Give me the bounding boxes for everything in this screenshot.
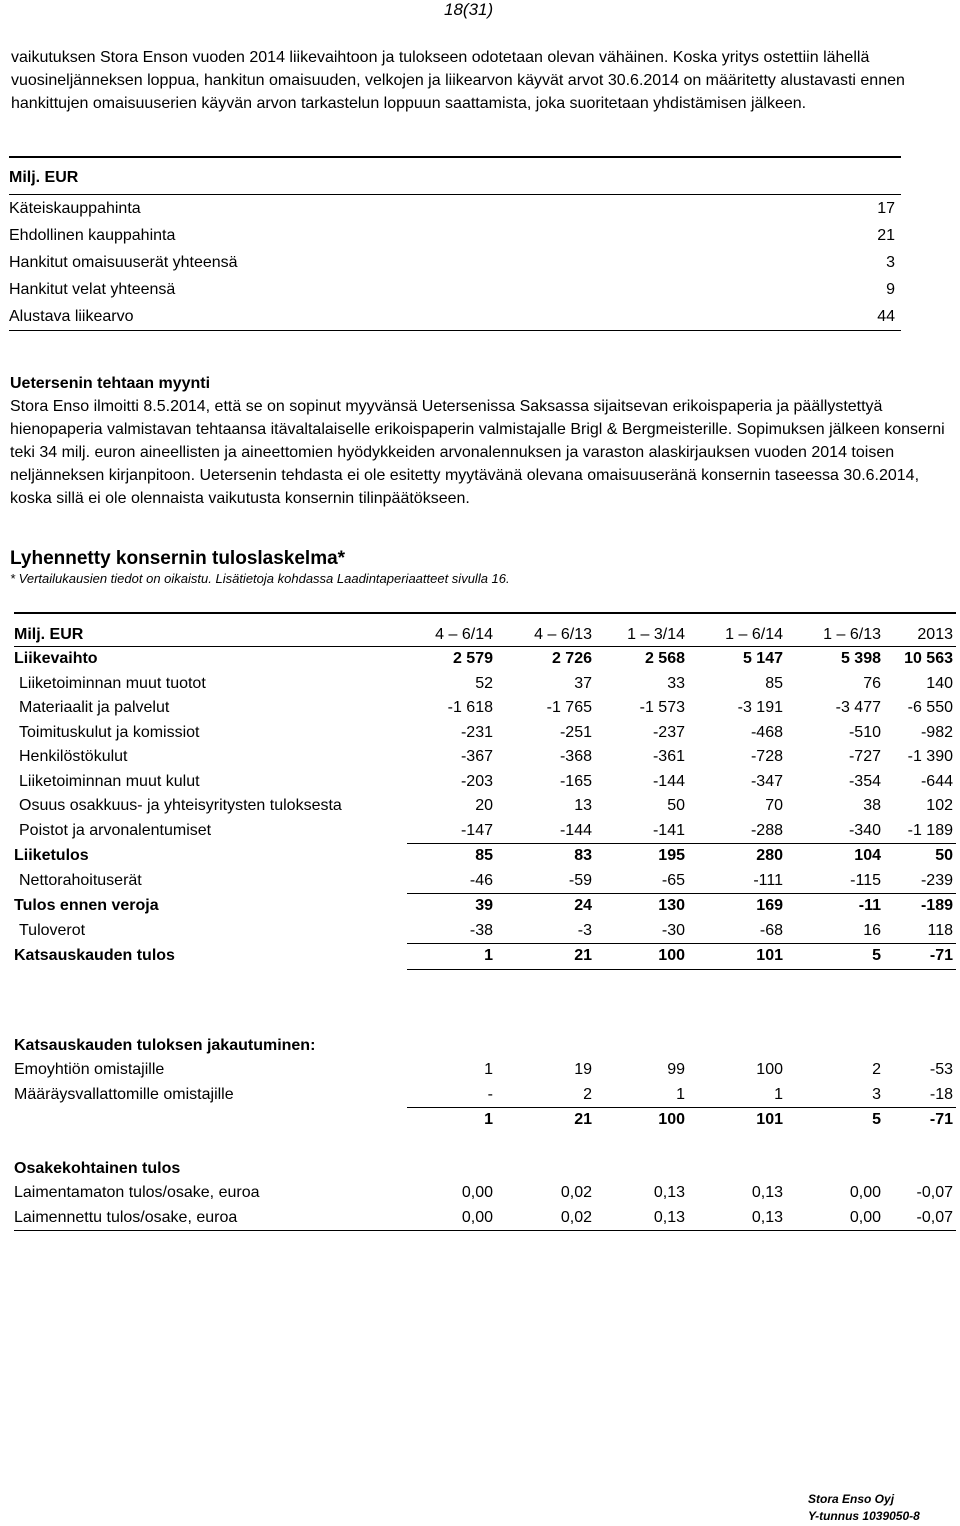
statement-note: * Vertailukausien tiedot on oikaistu. Lisätietoja kohdassa Laadintaperiaatteet sivulla 16. xyxy=(10,571,510,586)
row-label: Liikevaihto xyxy=(14,650,98,668)
row-value: 20 xyxy=(475,797,493,815)
row-value xyxy=(884,1133,956,1157)
row-value: -3 477 xyxy=(835,699,881,717)
row-value: 50 xyxy=(935,847,953,865)
row-value: -3 191 xyxy=(737,699,783,717)
row-label: Laimennettu tulos/osake, euroa xyxy=(14,1206,407,1231)
row-value: -368 xyxy=(559,748,592,766)
spacer-row xyxy=(14,969,956,1034)
row-value: -1 573 xyxy=(639,699,685,717)
row-value xyxy=(884,969,956,1034)
row-value: -68 xyxy=(688,919,786,944)
table-row xyxy=(14,672,956,697)
row-label: Materiaalit ja palvelut xyxy=(19,699,170,717)
row-value: 0,13 xyxy=(595,1206,688,1231)
acquisition-header-row xyxy=(9,157,901,195)
row-label: Henkilöstökulut xyxy=(19,748,128,766)
row-value: 0,00 xyxy=(849,1184,881,1202)
sale-section xyxy=(10,372,950,510)
row-value: -203 xyxy=(460,772,493,790)
row-value: -46 xyxy=(407,869,496,894)
spacer-row xyxy=(14,1133,956,1157)
row-value: 169 xyxy=(756,897,783,915)
row-value: 52 xyxy=(475,674,493,692)
row-value: -1 390 xyxy=(907,748,953,766)
row-label: Liiketoiminnan muut kulut xyxy=(19,772,200,790)
table-row xyxy=(14,1083,956,1108)
row-value: 38 xyxy=(863,797,881,815)
table-row xyxy=(14,1058,956,1083)
row-value: -59 xyxy=(496,869,595,894)
row-label: Liiketulos xyxy=(14,847,89,864)
row-value: 21 xyxy=(496,944,595,970)
row-label: Määräysvallattomille omistajille xyxy=(14,1086,234,1103)
row-value xyxy=(688,1157,786,1182)
row-label xyxy=(14,1133,407,1157)
row-value: 1 xyxy=(407,944,496,970)
column-header-unit: Milj. EUR xyxy=(14,613,407,647)
row-value xyxy=(688,1034,786,1059)
row-value: 85 xyxy=(765,674,783,692)
table-row xyxy=(14,770,956,795)
row-value xyxy=(496,1133,595,1157)
row-value: -11 xyxy=(858,897,881,915)
column-header: 4 – 6/13 xyxy=(496,613,595,647)
row-value: -38 xyxy=(407,919,496,944)
row-value xyxy=(407,969,496,1034)
row-value xyxy=(496,1034,595,1059)
section-heading-row xyxy=(14,1034,956,1059)
row-value: 16 xyxy=(786,919,884,944)
row-value xyxy=(595,1133,688,1157)
row-value xyxy=(786,1133,884,1157)
row-value: -644 xyxy=(920,772,953,790)
row-label xyxy=(14,969,407,1034)
table-row xyxy=(14,894,956,919)
acquisition-value: 44 xyxy=(819,303,901,331)
section-heading-row xyxy=(14,1157,956,1182)
row-label: Emoyhtiön omistajille xyxy=(14,1061,165,1079)
row-label: Laimentamaton tulos/osake, euroa xyxy=(14,1184,260,1202)
row-value: 2 579 xyxy=(452,650,493,668)
row-value: 76 xyxy=(863,674,881,692)
acquisition-value: 3 xyxy=(886,253,895,271)
row-value: -251 xyxy=(559,723,592,741)
row-value: -141 xyxy=(595,819,688,844)
table-row xyxy=(14,944,956,970)
row-value: 13 xyxy=(574,797,592,815)
row-value: 2 726 xyxy=(551,650,592,668)
row-value: 101 xyxy=(688,1108,786,1133)
acquisition-label: Hankitut velat yhteensä xyxy=(9,280,176,298)
row-value: 104 xyxy=(854,847,881,865)
table-row xyxy=(9,222,901,249)
row-value: -53 xyxy=(929,1061,953,1079)
row-value: 21 xyxy=(496,1108,595,1133)
acquisition-value: 17 xyxy=(877,199,895,217)
acquisition-label: Käteiskauppahinta xyxy=(9,199,141,217)
distribution-total-row xyxy=(14,1108,956,1133)
row-value: 39 xyxy=(475,897,493,915)
row-value: -165 xyxy=(559,772,592,790)
income-statement-table xyxy=(14,612,956,1231)
table-row xyxy=(14,919,956,944)
row-value: -65 xyxy=(595,869,688,894)
row-value: -1 189 xyxy=(884,819,956,844)
row-value: 50 xyxy=(667,797,685,815)
row-value xyxy=(407,1034,496,1059)
table-row xyxy=(9,303,901,331)
row-value: 100 xyxy=(595,944,688,970)
row-label: Toimituskulut ja komissiot xyxy=(19,723,200,741)
acquisition-label: Hankitut omaisuuserät yhteensä xyxy=(9,253,238,271)
row-value: -347 xyxy=(750,772,783,790)
row-value: -510 xyxy=(848,723,881,741)
acquisition-label: Alustava liikearvo xyxy=(9,303,819,331)
row-value: -288 xyxy=(688,819,786,844)
row-value: -1 618 xyxy=(447,699,493,717)
row-value: -144 xyxy=(652,772,685,790)
row-value: 19 xyxy=(574,1061,592,1079)
row-value xyxy=(884,1157,956,1182)
row-value: -340 xyxy=(786,819,884,844)
row-label: Katsauskauden tuloksen jakautuminen: xyxy=(14,1036,316,1054)
business-id: Y-tunnus 1039050-8 xyxy=(808,1509,920,1523)
acquisition-label: Ehdollinen kauppahinta xyxy=(9,226,176,244)
row-label: Poistot ja arvonalentumiset xyxy=(19,822,212,839)
row-label: Osakekohtainen tulos xyxy=(14,1159,181,1177)
row-value: -231 xyxy=(460,723,493,741)
header-row xyxy=(14,613,956,647)
row-value: 1 xyxy=(407,1108,496,1133)
row-value: 5 xyxy=(786,944,884,970)
row-value: -30 xyxy=(595,919,688,944)
row-label: Nettorahoituserät xyxy=(19,872,142,889)
company-name: Stora Enso Oyj xyxy=(808,1492,895,1506)
row-value: 5 398 xyxy=(840,650,881,668)
statement-title: Lyhennetty konsernin tuloslaskelma* xyxy=(10,548,346,569)
page-number: 18(31) xyxy=(444,0,494,19)
row-value: -6 550 xyxy=(907,699,953,717)
row-value: 102 xyxy=(926,797,953,815)
row-value: 100 xyxy=(756,1061,783,1079)
row-value: -144 xyxy=(496,819,595,844)
row-value: -189 xyxy=(920,897,953,915)
acquisition-table xyxy=(9,156,901,331)
table-row xyxy=(14,844,956,869)
row-value: -0,07 xyxy=(884,1206,956,1231)
row-label xyxy=(14,1108,407,1133)
column-header: 2013 xyxy=(884,613,956,647)
row-value xyxy=(884,1034,956,1059)
table-row xyxy=(9,249,901,276)
row-value: -71 xyxy=(884,1108,956,1133)
row-value: 3 xyxy=(872,1085,881,1103)
row-value: 10 563 xyxy=(904,650,953,668)
row-value: 99 xyxy=(667,1061,685,1079)
row-value: -237 xyxy=(652,723,685,741)
row-value: -18 xyxy=(929,1085,953,1103)
row-value xyxy=(688,969,786,1034)
row-value: -468 xyxy=(750,723,783,741)
row-value: 83 xyxy=(574,847,592,865)
table-row xyxy=(14,647,956,672)
row-value: 1 xyxy=(484,1061,493,1079)
table-row xyxy=(9,195,901,223)
row-value: 100 xyxy=(595,1108,688,1133)
table-row xyxy=(14,745,956,770)
row-value: -361 xyxy=(652,748,685,766)
row-value: -728 xyxy=(750,748,783,766)
row-value: -111 xyxy=(688,869,786,894)
row-value xyxy=(496,969,595,1034)
table-row xyxy=(14,794,956,819)
row-value xyxy=(786,1157,884,1182)
row-value: 130 xyxy=(658,897,685,915)
row-label: Katsauskauden tulos xyxy=(14,947,175,965)
row-value xyxy=(786,1034,884,1059)
row-value: -71 xyxy=(884,944,956,970)
row-label: Osuus osakkuus- ja yhteisyritysten tuloksesta xyxy=(19,797,342,815)
row-value: -239 xyxy=(884,869,956,894)
row-value xyxy=(595,1157,688,1182)
row-value: 5 147 xyxy=(742,650,783,668)
column-header: 1 – 6/13 xyxy=(786,613,884,647)
row-value: 1 xyxy=(676,1085,685,1103)
row-value: 70 xyxy=(765,797,783,815)
row-value: 0,00 xyxy=(786,1206,884,1231)
row-value xyxy=(688,1133,786,1157)
table-row xyxy=(14,819,956,844)
row-value: 0,13 xyxy=(688,1206,786,1231)
intro-paragraph: vaikutuksen Stora Enson vuoden 2014 liikevaihtoon ja tulokseen odotetaan olevan vähäinen. Koska yritys ostettiin lähellä vuosineljänneksen loppua, hankitun omaisuuden, velkojen ja liikearvon käyvät arvot 30.6.2014 on määritetty alustavasti ennen hankittujen omaisuuserien käyvän arvon tarkastelun loppuun saattamista, joka suoritetaan yhdistämisen jälkeen. xyxy=(11,49,905,112)
row-value: 5 xyxy=(786,1108,884,1133)
row-label: Liiketoiminnan muut tuotot xyxy=(19,674,206,692)
row-value: 37 xyxy=(574,674,592,692)
row-value xyxy=(407,1157,496,1182)
row-value xyxy=(786,969,884,1034)
row-value: -367 xyxy=(460,748,493,766)
row-value: 24 xyxy=(574,897,592,915)
row-value: 118 xyxy=(884,919,956,944)
column-header: 1 – 3/14 xyxy=(595,613,688,647)
row-value: 0,00 xyxy=(407,1206,496,1231)
row-value: -3 xyxy=(496,919,595,944)
row-value: 195 xyxy=(658,847,685,865)
row-value: 2 568 xyxy=(644,650,685,668)
row-value: 85 xyxy=(475,847,493,865)
row-label: Tuloverot xyxy=(19,922,86,939)
column-header: 4 – 6/14 xyxy=(407,613,496,647)
row-value: 33 xyxy=(667,674,685,692)
row-label: Tulos ennen veroja xyxy=(14,897,159,914)
row-value: -354 xyxy=(848,772,881,790)
footer xyxy=(808,1491,938,1525)
row-value: 0,13 xyxy=(751,1184,783,1202)
row-value: 0,00 xyxy=(461,1184,493,1202)
acquisition-value: 9 xyxy=(886,280,895,298)
row-value xyxy=(496,1157,595,1182)
row-value xyxy=(595,1034,688,1059)
row-value: -0,07 xyxy=(916,1184,953,1202)
row-value xyxy=(407,1133,496,1157)
row-value xyxy=(595,969,688,1034)
table-row xyxy=(14,696,956,721)
row-value: -727 xyxy=(848,748,881,766)
table-row xyxy=(9,276,901,303)
table-row xyxy=(14,721,956,746)
sale-paragraph: Stora Enso ilmoitti 8.5.2014, että se on sopinut myyvänsä Uetersenissa Saksassa sijaitsevan erikoispaperia ja päällystettyä hienopaperia valmistavan tehtaansa itävaltalaiselle erikoispaperin valmistajalle Brigl & Bergmeisterille. Sopimuksen jälkeen konserni teki 34 milj. euron aineellisten ja aineettomien hyödykkeiden arvonalennuksen ja varaston alaskirjauksen vuoden 2014 toisen neljänneksen kirjanpitoon. Uetersenin tehdasta ei ole esitetty myytävänä olevana omaisuuseränä konsernin taseessa 30.6.2014, koska sillä ei ole olennaista vaikutusta konsernin tilinpäätökseen. xyxy=(10,398,945,507)
acquisition-value: 21 xyxy=(877,226,895,244)
row-value: 0,02 xyxy=(496,1206,595,1231)
row-value: - xyxy=(487,1085,493,1103)
row-value: 140 xyxy=(926,674,953,692)
row-value: -982 xyxy=(920,723,953,741)
row-value: 1 xyxy=(774,1085,783,1103)
row-value: 2 xyxy=(872,1061,881,1079)
row-value: 2 xyxy=(583,1085,592,1103)
sale-title: Uetersenin tehtaan myynti xyxy=(10,375,211,392)
row-value: -1 765 xyxy=(546,699,592,717)
column-header: 1 – 6/14 xyxy=(688,613,786,647)
row-value: 101 xyxy=(688,944,786,970)
row-value: 280 xyxy=(756,847,783,865)
row-value: -115 xyxy=(786,869,884,894)
table-row xyxy=(14,869,956,894)
row-value: 0,02 xyxy=(560,1184,592,1202)
acquisition-unit: Milj. EUR xyxy=(9,157,819,195)
row-value: -147 xyxy=(407,819,496,844)
table-row xyxy=(14,1206,956,1231)
row-value: 0,13 xyxy=(653,1184,685,1202)
table-row xyxy=(14,1181,956,1206)
